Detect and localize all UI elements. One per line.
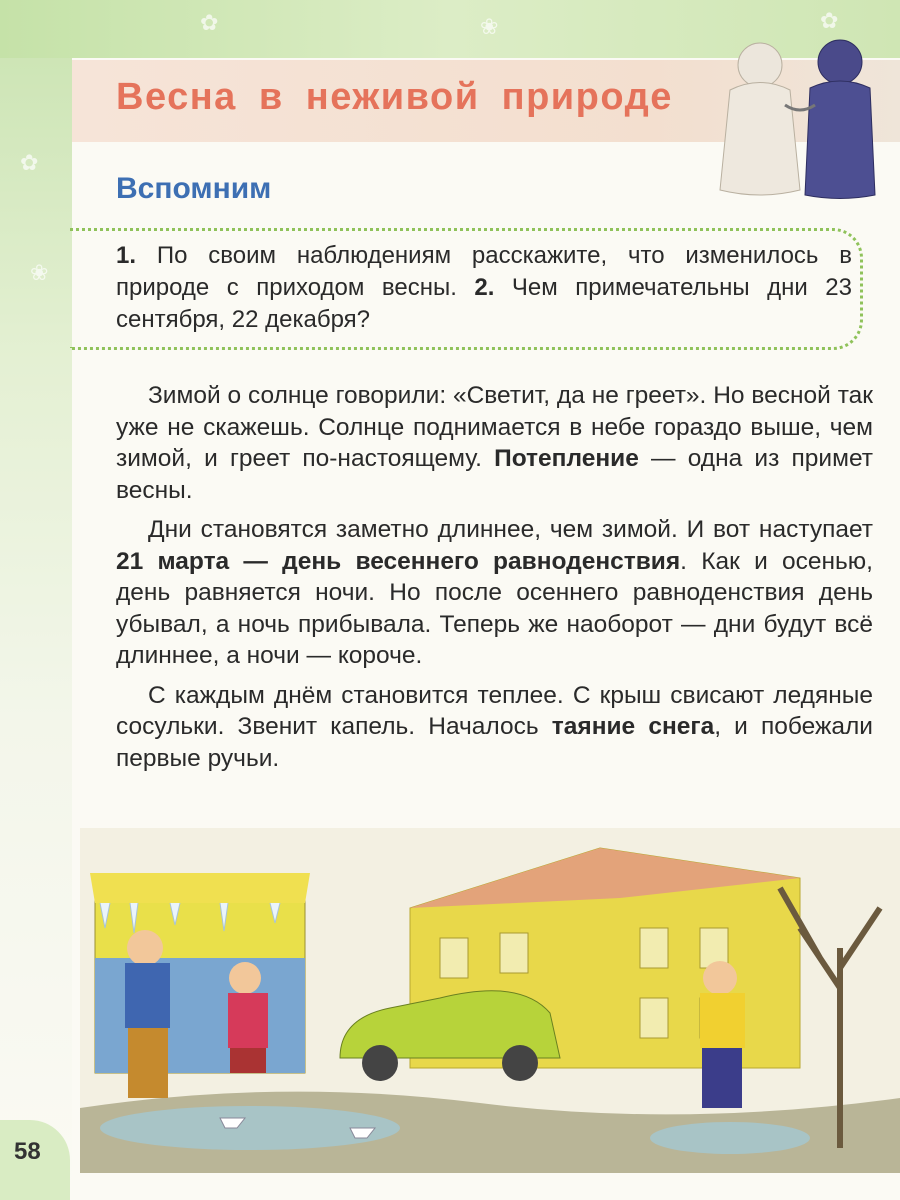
flower-icon: ✿ xyxy=(200,10,219,35)
flower-icon: ✿ xyxy=(20,150,39,175)
paragraph xyxy=(116,380,873,506)
rag-dolls-illustration xyxy=(700,30,885,200)
questions-text xyxy=(116,240,852,336)
decorative-border-left xyxy=(0,0,72,1200)
term: 21 марта — день весеннего равноденствия xyxy=(116,547,681,575)
body-text xyxy=(116,380,873,782)
text: Зимой о солнце говорили: «Светит, да не греет». Но весной так уже не скажешь. Солнце поднимается в небе гораздо выше, чем зимой, и греет по-настоящему. xyxy=(116,382,873,472)
text: С каждым днём становится теплее. С крыш свисают ледяные сосульки. Звенит капель. Началось xyxy=(116,681,873,740)
page-title: Весна в неживой природе xyxy=(116,76,673,118)
text: , и побежали первые ручьи. xyxy=(116,713,873,772)
paragraph xyxy=(116,514,873,672)
flower-icon: ❀ xyxy=(480,14,499,39)
page-number: 58 xyxy=(14,1138,41,1165)
term: таяние снега xyxy=(551,713,715,740)
term: Потепление xyxy=(494,445,639,472)
question-number: 2. xyxy=(474,274,495,301)
question-1: По своим наблюдениям расскажите, что изменилось в природе с приходом весны. xyxy=(116,242,852,301)
section-title: Вспомним xyxy=(116,172,272,205)
paragraph xyxy=(116,680,873,775)
text: . Как и осенью, день равняется ночи. Но после осеннего равноденствия день убывал, а ночь прибывала. Теперь же наоборот — дни будут всё длиннее, а ночи — короче. xyxy=(116,547,873,669)
question-2: Чем примечательны дни 23 сентября, 22 декабря? xyxy=(116,274,853,333)
question-number: 1. xyxy=(116,242,137,269)
flower-icon: ✿ xyxy=(820,8,839,33)
text: Дни становятся заметно длиннее, чем зимой. И вот наступает xyxy=(148,516,873,543)
spring-street-illustration xyxy=(80,828,900,1173)
flower-icon: ❀ xyxy=(30,260,49,285)
text: — одна из примет весны. xyxy=(116,445,873,504)
